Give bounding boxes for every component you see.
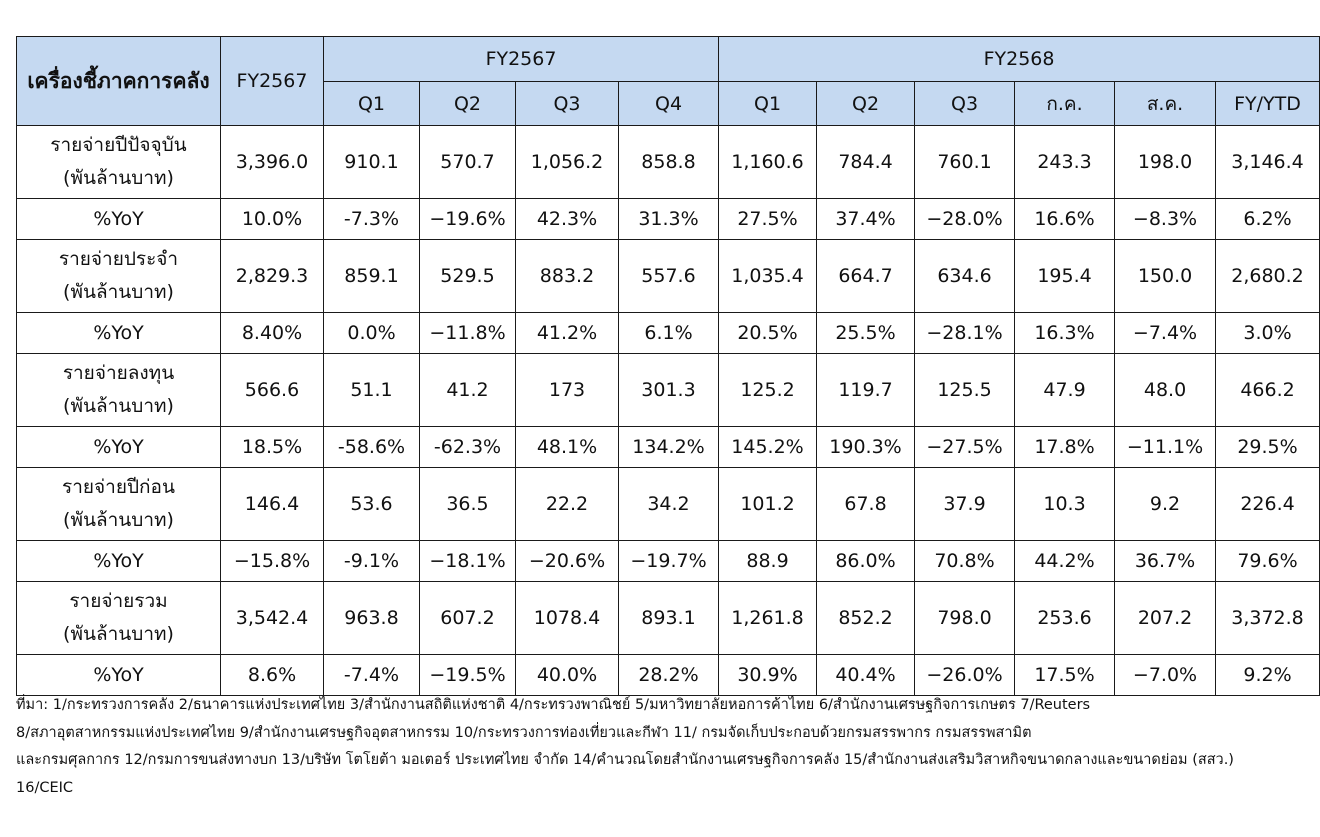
source-note-line: 8/สภาอุตสาหกรรมแห่งประเทศไทย 9/สำนักงานเศรษฐกิจอุตสาหกรรม 10/กระทรวงการท่องเที่ยวและกีฬา 11/ กรมจัดเก็บประกอบด้วยกรมสรรพากร กรมสรรพสามิต <box>16 724 1032 741</box>
table-cell: 529.5 <box>420 240 516 313</box>
table-cell: 79.6% <box>1216 541 1320 582</box>
table-cell: 42.3% <box>516 199 619 240</box>
table-cell: 150.0 <box>1115 240 1216 313</box>
period-header: Q2 <box>817 82 915 126</box>
table-cell: 41.2 <box>420 354 516 427</box>
table-cell: −19.5% <box>420 655 516 696</box>
row-label-text: รายจ่ายรวม <box>69 590 168 612</box>
table-cell: 67.8 <box>817 468 915 541</box>
table-row <box>17 126 1320 199</box>
table-cell: 173 <box>516 354 619 427</box>
table-row <box>17 240 1320 313</box>
table-cell: 1,160.6 <box>719 126 817 199</box>
table-cell: 3,542.4 <box>221 582 324 655</box>
table-cell: 17.5% <box>1015 655 1115 696</box>
table-cell: −15.8% <box>221 541 324 582</box>
table-cell: −11.8% <box>420 313 516 354</box>
table-cell: −19.6% <box>420 199 516 240</box>
table-cell: 145.2% <box>719 427 817 468</box>
table-cell: −28.1% <box>915 313 1015 354</box>
table-cell: 41.2% <box>516 313 619 354</box>
period-header: Q3 <box>915 82 1015 126</box>
table-cell: 0.0% <box>324 313 420 354</box>
table-cell: 859.1 <box>324 240 420 313</box>
table-cell: 47.9 <box>1015 354 1115 427</box>
table-cell: -62.3% <box>420 427 516 468</box>
table-cell: 9.2% <box>1216 655 1320 696</box>
fy-total-header: FY2567 <box>221 37 324 126</box>
table-cell: 301.3 <box>619 354 719 427</box>
table-row <box>17 582 1320 655</box>
table-cell: 1,261.8 <box>719 582 817 655</box>
table-cell: 566.6 <box>221 354 324 427</box>
table-cell: 226.4 <box>1216 468 1320 541</box>
table-cell: 20.5% <box>719 313 817 354</box>
table-cell: 664.7 <box>817 240 915 313</box>
period-header: Q3 <box>516 82 619 126</box>
table-cell: 893.1 <box>619 582 719 655</box>
table-cell: −27.5% <box>915 427 1015 468</box>
table-cell: 29.5% <box>1216 427 1320 468</box>
source-note-line: และกรมศุลกากร 12/กรมการขนส่งทางบก 13/บริษัท โตโยต้า มอเตอร์ ประเทศไทย จำกัด 14/คำนวณโดยสำนักงานเศรษฐกิจการคลัง 15/สำนักงานส่งเสริมวิสาหกิจขนาดกลางและขนาดย่อม (สสว.) <box>16 752 1234 768</box>
fiscal-indicators-table <box>16 36 1320 696</box>
table-cell: 125.2 <box>719 354 817 427</box>
table-cell: 3,396.0 <box>221 126 324 199</box>
table-row <box>17 354 1320 427</box>
table-row <box>17 655 1320 696</box>
table-cell: 17.8% <box>1015 427 1115 468</box>
table-cell: 48.0 <box>1115 354 1216 427</box>
table-cell: 3,372.8 <box>1216 582 1320 655</box>
corner-header: เครื่องชี้ภาคการคลัง <box>17 37 221 126</box>
table-cell: 634.6 <box>915 240 1015 313</box>
table-cell: 10.3 <box>1015 468 1115 541</box>
row-label <box>17 541 221 582</box>
table-cell: 1078.4 <box>516 582 619 655</box>
table-cell: 6.1% <box>619 313 719 354</box>
row-label-unit: (พันล้านบาท) <box>63 395 174 417</box>
table-cell: 36.7% <box>1115 541 1216 582</box>
row-label <box>17 582 221 655</box>
table-row <box>17 199 1320 240</box>
table-cell: 2,829.3 <box>221 240 324 313</box>
table-cell: 146.4 <box>221 468 324 541</box>
row-label-unit: (พันล้านบาท) <box>63 623 174 645</box>
table-row <box>17 427 1320 468</box>
source-notes <box>16 692 1316 802</box>
table-cell: −28.0% <box>915 199 1015 240</box>
row-label <box>17 655 221 696</box>
table-cell: -7.4% <box>324 655 420 696</box>
table-cell: −19.7% <box>619 541 719 582</box>
table-cell: -58.6% <box>324 427 420 468</box>
table-cell: 798.0 <box>915 582 1015 655</box>
table-cell: 8.40% <box>221 313 324 354</box>
table-cell: 22.2 <box>516 468 619 541</box>
row-label-text: รายจ่ายปีก่อน <box>62 476 175 498</box>
source-note-line: 16/CEIC <box>16 779 74 796</box>
table-cell: 9.2 <box>1115 468 1216 541</box>
table-cell: 27.5% <box>719 199 817 240</box>
table-cell: −8.3% <box>1115 199 1216 240</box>
row-label-text: %YoY <box>93 663 144 686</box>
row-label-unit: (พันล้านบาท) <box>63 167 174 189</box>
period-header: ก.ค. <box>1015 82 1115 126</box>
header-row-groups <box>17 37 1320 82</box>
row-label-text: %YoY <box>93 435 144 458</box>
table-cell: 6.2% <box>1216 199 1320 240</box>
table-cell: 88.9 <box>719 541 817 582</box>
table-cell: 36.5 <box>420 468 516 541</box>
row-label-text: รายจ่ายปีปัจจุบัน <box>50 134 187 156</box>
table-body <box>17 126 1320 696</box>
table-cell: 86.0% <box>817 541 915 582</box>
table-cell: −26.0% <box>915 655 1015 696</box>
row-label <box>17 354 221 427</box>
table-cell: -7.3% <box>324 199 420 240</box>
row-label-text: %YoY <box>93 321 144 344</box>
table-cell: 760.1 <box>915 126 1015 199</box>
table-cell: 243.3 <box>1015 126 1115 199</box>
table-cell: −7.4% <box>1115 313 1216 354</box>
row-label <box>17 427 221 468</box>
table-cell: 784.4 <box>817 126 915 199</box>
table-cell: 3.0% <box>1216 313 1320 354</box>
table-row <box>17 541 1320 582</box>
table-cell: 910.1 <box>324 126 420 199</box>
table-cell: 134.2% <box>619 427 719 468</box>
table-cell: 963.8 <box>324 582 420 655</box>
table-cell: 119.7 <box>817 354 915 427</box>
table-cell: 34.2 <box>619 468 719 541</box>
table-cell: 570.7 <box>420 126 516 199</box>
period-header: Q1 <box>324 82 420 126</box>
table-cell: 1,056.2 <box>516 126 619 199</box>
table-cell: -9.1% <box>324 541 420 582</box>
table-cell: 125.5 <box>915 354 1015 427</box>
table-cell: 195.4 <box>1015 240 1115 313</box>
period-header: FY/YTD <box>1216 82 1320 126</box>
table-row <box>17 468 1320 541</box>
table-cell: 607.2 <box>420 582 516 655</box>
row-label <box>17 468 221 541</box>
row-label <box>17 199 221 240</box>
table-cell: 37.4% <box>817 199 915 240</box>
group-header-fy2568: FY2568 <box>719 37 1320 82</box>
row-label <box>17 313 221 354</box>
table-cell: 48.1% <box>516 427 619 468</box>
row-label-text: %YoY <box>93 207 144 230</box>
table-cell: 16.3% <box>1015 313 1115 354</box>
table-cell: 53.6 <box>324 468 420 541</box>
table-cell: 28.2% <box>619 655 719 696</box>
source-note-line: ที่มา: 1/กระทรวงการคลัง 2/ธนาคารแห่งประเทศไทย 3/สำนักงานสถิติแห่งชาติ 4/กระทรวงพาณิชย์ 5/มหาวิทยาลัยหอการค้าไทย 6/สำนักงานเศรษฐกิจการเกษตร 7/Reuters <box>16 697 1091 713</box>
table-cell: 37.9 <box>915 468 1015 541</box>
period-header: Q4 <box>619 82 719 126</box>
table-cell: 253.6 <box>1015 582 1115 655</box>
table-cell: 883.2 <box>516 240 619 313</box>
table-cell: 16.6% <box>1015 199 1115 240</box>
table-cell: 44.2% <box>1015 541 1115 582</box>
table-cell: 8.6% <box>221 655 324 696</box>
table-cell: 1,035.4 <box>719 240 817 313</box>
table-cell: −11.1% <box>1115 427 1216 468</box>
row-label-text: %YoY <box>93 549 144 572</box>
table-cell: 858.8 <box>619 126 719 199</box>
row-label-text: รายจ่ายลงทุน <box>62 362 175 384</box>
table-cell: 10.0% <box>221 199 324 240</box>
period-header: Q1 <box>719 82 817 126</box>
table-cell: 2,680.2 <box>1216 240 1320 313</box>
table-cell: 190.3% <box>817 427 915 468</box>
table-cell: 466.2 <box>1216 354 1320 427</box>
table-cell: 40.0% <box>516 655 619 696</box>
table-cell: 198.0 <box>1115 126 1216 199</box>
table-cell: 25.5% <box>817 313 915 354</box>
row-label-unit: (พันล้านบาท) <box>63 281 174 303</box>
period-header: Q2 <box>420 82 516 126</box>
table-cell: −18.1% <box>420 541 516 582</box>
table-cell: 207.2 <box>1115 582 1216 655</box>
table-cell: 51.1 <box>324 354 420 427</box>
row-label-unit: (พันล้านบาท) <box>63 509 174 531</box>
table-cell: 30.9% <box>719 655 817 696</box>
table-cell: 557.6 <box>619 240 719 313</box>
period-header: ส.ค. <box>1115 82 1216 126</box>
row-label <box>17 126 221 199</box>
table-cell: 3,146.4 <box>1216 126 1320 199</box>
table-cell: −7.0% <box>1115 655 1216 696</box>
table-cell: 31.3% <box>619 199 719 240</box>
table-cell: 18.5% <box>221 427 324 468</box>
group-header-fy2567: FY2567 <box>324 37 719 82</box>
table-cell: 101.2 <box>719 468 817 541</box>
table-row <box>17 313 1320 354</box>
table-cell: −20.6% <box>516 541 619 582</box>
table-cell: 70.8% <box>915 541 1015 582</box>
table-cell: 40.4% <box>817 655 915 696</box>
row-label <box>17 240 221 313</box>
row-label-text: รายจ่ายประจำ <box>58 248 179 270</box>
table-cell: 852.2 <box>817 582 915 655</box>
